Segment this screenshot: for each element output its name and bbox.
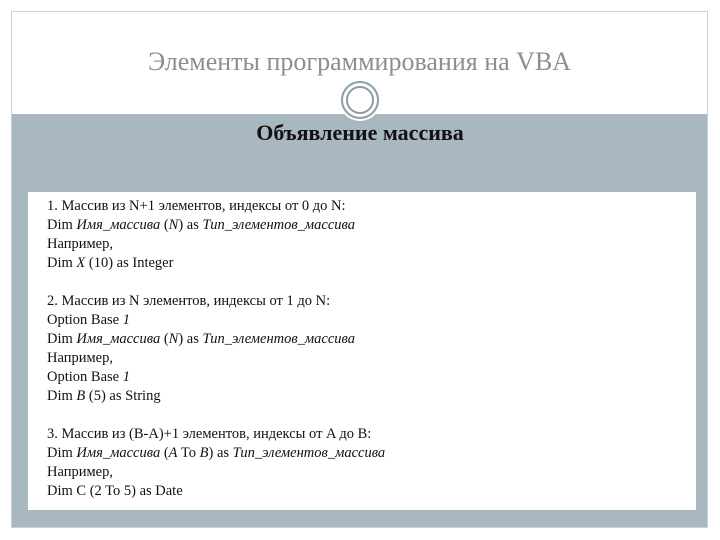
paren-open: ( [160, 331, 169, 347]
example-var: X [76, 255, 86, 271]
option-base-value: 1 [122, 312, 130, 328]
section-2-option-base [47, 311, 687, 330]
paren-close-as: ) as [208, 445, 233, 461]
section-2-example [47, 387, 687, 406]
section-3-heading: 3. Массив из (B-A)+1 элементов, индексы от A до B: [47, 426, 372, 442]
keyword: Dim [47, 255, 77, 271]
section-2-example-option-base [47, 368, 687, 387]
element-type: Тип_элементов_массива [202, 331, 355, 347]
divider-circle-ornament-icon [339, 79, 381, 121]
section-2-declaration [47, 330, 687, 349]
keyword: Dim [47, 217, 77, 233]
section-2-heading: 2. Массив из N элементов, индексы от 1 до N: [47, 293, 331, 309]
element-type: Тип_элементов_массива [232, 445, 386, 461]
upper-bound: B [199, 445, 209, 461]
lower-bound: A [168, 445, 178, 461]
paren-open: ( [160, 217, 169, 233]
paren-close-as: ) as [178, 331, 203, 347]
keyword: Option Base [47, 369, 123, 385]
section-1-example-label: Например, [47, 236, 113, 252]
slide-title: Элементы программирования на VBA [147, 47, 572, 76]
option-base-value: 1 [122, 369, 130, 385]
paren-close-as: ) as [178, 217, 203, 233]
array-size: N [168, 331, 179, 347]
array-name: Имя_массива [76, 445, 161, 461]
example-var: B [76, 388, 86, 404]
section-3-example-label: Например, [47, 464, 113, 480]
section-3-example: Dim C (2 To 5) as Date [47, 483, 183, 499]
ornament-inner-ring [346, 86, 374, 114]
section-1-example [47, 254, 687, 273]
section-1-declaration [47, 216, 687, 235]
keyword: Option Base [47, 312, 123, 328]
array-size: N [168, 217, 179, 233]
element-type: Тип_элементов_массива [202, 217, 355, 233]
section-3-declaration [47, 444, 687, 463]
keyword: Dim [47, 331, 77, 347]
content-block [47, 197, 687, 501]
paren-open: ( [160, 445, 169, 461]
keyword: Dim [47, 445, 77, 461]
array-name: Имя_массива [76, 217, 161, 233]
example-rest: (5) as String [85, 388, 161, 404]
to-keyword: To [177, 445, 200, 461]
example-rest: (10) as Integer [85, 255, 174, 271]
array-name: Имя_массива [76, 331, 161, 347]
section-1-heading: 1. Массив из N+1 элементов, индексы от 0 до N: [47, 198, 346, 214]
slide-subtitle: Объявление массива [256, 120, 464, 145]
keyword: Dim [47, 388, 77, 404]
section-2-example-label: Например, [47, 350, 113, 366]
